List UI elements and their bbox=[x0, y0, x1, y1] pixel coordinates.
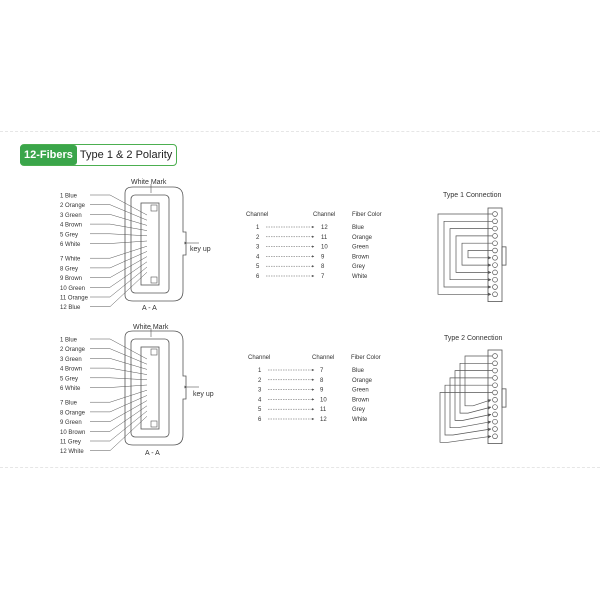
guide-hole bbox=[151, 421, 157, 427]
fiber-color-cell: Grey bbox=[352, 264, 366, 271]
fiber-pin bbox=[493, 390, 498, 395]
fiber-label: 5 Grey bbox=[60, 376, 79, 383]
fiber-label: 6 White bbox=[60, 242, 81, 248]
fiber-loop bbox=[462, 243, 492, 265]
channel-a-cell: 3 bbox=[258, 387, 262, 394]
fiber-pin bbox=[493, 285, 498, 290]
fiber-label: 2 Orange bbox=[60, 203, 86, 210]
type1-connection-title: Type 1 Connection bbox=[443, 192, 502, 199]
fiber-pin bbox=[493, 270, 498, 275]
fiber-loop bbox=[456, 236, 492, 273]
fiber-fan-line bbox=[110, 267, 147, 297]
fiber-label: 10 Brown bbox=[60, 429, 86, 436]
channel-a-cell: 4 bbox=[258, 397, 262, 404]
fiber-fan-line bbox=[110, 241, 147, 244]
channel-a-cell: 3 bbox=[256, 244, 260, 251]
fiber-fan-line bbox=[110, 224, 147, 231]
fiber-pin bbox=[493, 405, 498, 410]
fiber-pin bbox=[493, 368, 498, 373]
connector-key bbox=[502, 247, 506, 265]
fiber-pin bbox=[493, 354, 498, 359]
fiber-pin bbox=[493, 292, 498, 297]
fiber-color-cell: White bbox=[352, 274, 368, 280]
fiber-label: 1 Blue bbox=[60, 337, 78, 344]
type1-connection-drawing bbox=[438, 208, 506, 302]
channel-b-cell: 12 bbox=[321, 225, 328, 231]
fiber-pin bbox=[493, 277, 498, 282]
fiber-fan-line bbox=[110, 205, 147, 221]
fiber-fan-line bbox=[110, 390, 147, 402]
type1-white-mark-label: White Mark bbox=[131, 179, 167, 186]
type2-section-label: A - A bbox=[145, 450, 160, 457]
type1-key-up-label: key up bbox=[190, 246, 211, 253]
guide-hole bbox=[151, 205, 157, 211]
guide-hole bbox=[151, 277, 157, 283]
fiber-fan-line bbox=[110, 416, 147, 451]
channel-a-cell: 1 bbox=[258, 368, 262, 374]
type1-section-label: A - A bbox=[142, 305, 157, 312]
fiber-label: 4 Brown bbox=[60, 366, 83, 373]
type2-channel-table bbox=[258, 368, 373, 423]
fiber-label: 2 Orange bbox=[60, 347, 86, 354]
type2-white-mark-label: White Mark bbox=[133, 324, 169, 331]
channel-a-cell: 2 bbox=[256, 234, 260, 241]
fiber-label: 7 Blue bbox=[60, 400, 78, 407]
fiber-pin bbox=[493, 263, 498, 268]
channel-b-cell: 11 bbox=[321, 234, 328, 241]
fiber-pin bbox=[493, 219, 498, 224]
fiber-label: 5 Grey bbox=[60, 232, 79, 239]
fiber-label: 8 Orange bbox=[60, 410, 86, 417]
type2-connector-drawing bbox=[110, 328, 199, 451]
type2-fiber-list bbox=[60, 338, 110, 456]
connector-core bbox=[141, 347, 159, 429]
fiber-fan-line bbox=[110, 272, 147, 307]
fiber-pin bbox=[493, 397, 498, 402]
fiber-label: 9 Green bbox=[60, 420, 82, 427]
type1-channel-b-header: Channel bbox=[313, 212, 336, 218]
type1-connector-drawing bbox=[110, 184, 199, 307]
fiber-label: 1 Blue bbox=[60, 193, 78, 200]
type2-channel-a-header: Channel bbox=[248, 355, 271, 361]
type2-block bbox=[60, 324, 506, 457]
channel-a-cell: 1 bbox=[256, 225, 260, 231]
channel-a-cell: 4 bbox=[256, 254, 260, 261]
fiber-label: 10 Green bbox=[60, 285, 86, 292]
fiber-fan-line bbox=[110, 339, 147, 359]
channel-a-cell: 5 bbox=[256, 264, 260, 271]
fiber-fan-line bbox=[110, 214, 147, 225]
channel-b-cell: 9 bbox=[320, 387, 324, 394]
type2-channel-b-header: Channel bbox=[312, 355, 335, 361]
channel-b-cell: 9 bbox=[321, 254, 325, 261]
fiber-pin bbox=[493, 376, 498, 381]
type2-connection-drawing bbox=[440, 350, 506, 444]
fiber-color-cell: Green bbox=[352, 387, 369, 394]
fiber-label: 11 Grey bbox=[60, 439, 81, 446]
fiber-pin bbox=[493, 248, 498, 253]
fiber-label: 9 Brown bbox=[60, 276, 83, 283]
fiber-pin bbox=[493, 383, 498, 388]
fiber-label: 7 White bbox=[60, 256, 81, 263]
fiber-label: 8 Grey bbox=[60, 266, 79, 273]
channel-b-cell: 10 bbox=[321, 244, 328, 251]
type1-block bbox=[60, 179, 506, 312]
fiber-color-cell: Blue bbox=[352, 368, 365, 374]
fiber-pin bbox=[493, 226, 498, 231]
connector-core bbox=[141, 203, 159, 285]
fiber-pin bbox=[493, 212, 498, 217]
fiber-color-cell: Grey bbox=[352, 407, 366, 414]
channel-a-cell: 2 bbox=[258, 377, 262, 384]
fiber-pin bbox=[493, 241, 498, 246]
fiber-pin bbox=[493, 412, 498, 417]
type2-color-header: Fiber Color bbox=[351, 355, 381, 361]
fiber-label: 12 Blue bbox=[60, 305, 81, 312]
fiber-color-cell: Blue bbox=[352, 225, 365, 231]
fiber-label: 6 White bbox=[60, 386, 81, 392]
type1-color-header: Fiber Color bbox=[352, 212, 382, 218]
channel-a-cell: 6 bbox=[256, 274, 260, 280]
channel-a-cell: 5 bbox=[258, 407, 262, 414]
fiber-pin bbox=[493, 427, 498, 432]
channel-b-cell: 12 bbox=[320, 417, 327, 423]
fiber-pin bbox=[493, 419, 498, 424]
type1-channel-a-header: Channel bbox=[246, 212, 269, 218]
fiber-fan-line bbox=[110, 385, 147, 388]
channel-b-cell: 7 bbox=[320, 368, 324, 374]
fiber-label: 4 Brown bbox=[60, 222, 83, 229]
fiber-fan-line bbox=[110, 195, 147, 215]
fiber-pin bbox=[493, 234, 498, 239]
guide-hole bbox=[151, 349, 157, 355]
fiber-loop bbox=[438, 214, 492, 294]
fiber-fan-line bbox=[110, 411, 147, 441]
connector-key bbox=[502, 389, 506, 407]
fiber-fan-line bbox=[110, 246, 147, 258]
fiber-label: 12 White bbox=[60, 449, 84, 456]
fiber-fan-line bbox=[110, 368, 147, 375]
fiber-color-cell: Brown bbox=[352, 254, 370, 261]
fiber-label: 3 Green bbox=[60, 212, 82, 219]
fiber-color-cell: Brown bbox=[352, 397, 370, 404]
fiber-label: 11 Orange bbox=[60, 295, 88, 302]
fiber-pin bbox=[493, 434, 498, 439]
channel-b-cell: 8 bbox=[321, 264, 325, 271]
fiber-fan-line bbox=[110, 349, 147, 365]
type1-channel-table bbox=[256, 225, 373, 280]
fiber-fan-line bbox=[110, 234, 147, 236]
type2-key-up-label: key up bbox=[193, 391, 214, 398]
fiber-fan-line bbox=[110, 378, 147, 380]
fiber-color-cell: White bbox=[352, 417, 368, 423]
fiber-label: 3 Green bbox=[60, 356, 82, 363]
fiber-color-cell: Green bbox=[352, 244, 369, 251]
channel-b-cell: 11 bbox=[320, 407, 327, 414]
polarity-title: Type 1 & 2 Polarity bbox=[79, 149, 173, 161]
fiber-pin bbox=[493, 255, 498, 260]
channel-b-cell: 10 bbox=[320, 397, 327, 404]
fiber-color-cell: Orange bbox=[352, 377, 373, 384]
channel-b-cell: 8 bbox=[320, 377, 324, 384]
fiber-pin bbox=[493, 361, 498, 366]
fiber-fan-line bbox=[110, 358, 147, 369]
fibers-badge: 12-Fibers bbox=[20, 145, 77, 165]
fiber-color-cell: Orange bbox=[352, 234, 373, 241]
channel-b-cell: 7 bbox=[321, 274, 325, 280]
type1-fiber-list bbox=[60, 194, 110, 312]
channel-a-cell: 6 bbox=[258, 417, 262, 423]
type2-connection-title: Type 2 Connection bbox=[444, 335, 503, 342]
